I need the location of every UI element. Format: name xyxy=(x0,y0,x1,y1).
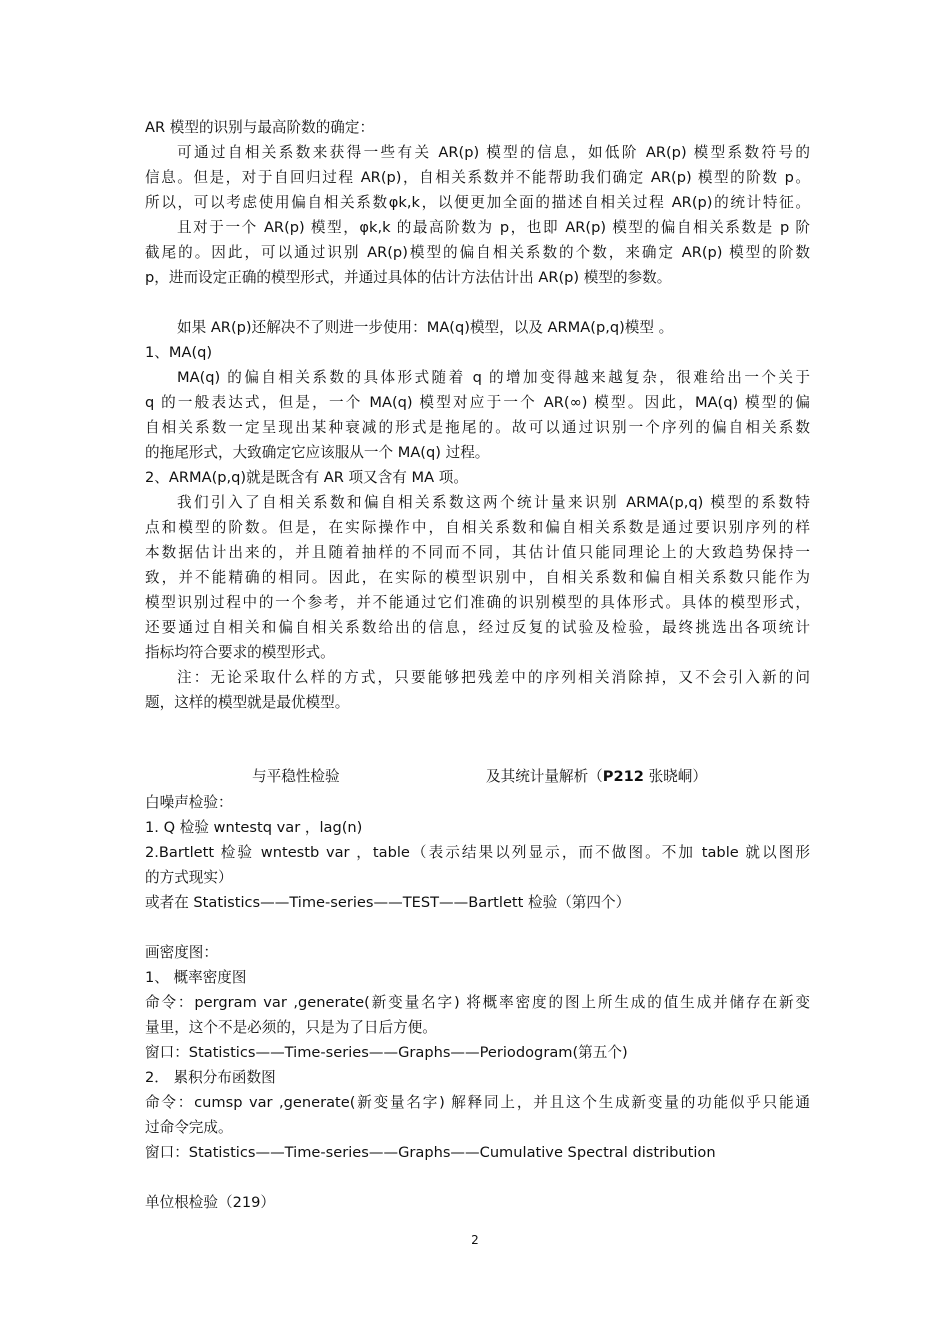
arma-para-line3: 本数据估计出来的，并且随着抽样的不同而不同，其估计值只能同理论上的大致趋势保持一 xyxy=(145,544,810,561)
q-test-item: 1. Q 检验 wntestq var ，lag(n) xyxy=(145,819,363,836)
periodogram-window-path: 窗口：Statistics——Time-series——Graphs——Periodogram(第五个) xyxy=(145,1044,628,1061)
pergram-command-line2: 量里，这个不是必须的，只是为了日后方便。 xyxy=(145,1019,437,1036)
arma-para-line5: 模型识别过程中的一个参考，并不能通过它们准确的识别模型的具体形式。具体的模型形式， xyxy=(145,594,810,611)
arma-para-line4: 致，并不能精确的相同。因此，在实际的模型识别中，自相关系数和偏自相关系数只能作为 xyxy=(145,569,810,586)
ma-para-line3: 自相关系数一定呈现出某种衰减的形式是拖尾的。故可以通过识别一个序列的偏自相关系数 xyxy=(145,419,810,436)
ma-para-line4: 的拖尾形式，大致确定它应该服从一个 MA(q) 过程。 xyxy=(145,444,490,461)
page-number: 2 xyxy=(471,1233,479,1247)
note-line1: 注：无论采取什么样的方式，只要能够把残差中的序列相关消除掉，又不会引入新的问 xyxy=(177,669,810,686)
pergram-command-line1: 命令：pergram var ,generate(新变量名字) 将概率密度的图上所生成的值生成并储存在新变 xyxy=(145,994,810,1011)
unitroot-heading: 单位根检验（219） xyxy=(145,1194,276,1211)
ar-heading: AR 模型的识别与最高阶数的确定： xyxy=(145,119,375,136)
arma-para-line2: 点和模型的阶数。但是，在实际操作中，自相关系数和偏自相关系数是通过要识别序列的样 xyxy=(145,519,810,536)
ar-para3: 如果 AR(p)还解决不了则进一步使用：MA(q)模型，以及 ARMA(p,q)模型 。 xyxy=(177,319,674,336)
arma-heading: 2、ARMA(p,q)就是既含有 AR 项又含有 MA 项。 xyxy=(145,469,468,486)
section-title-page-ref: P212 xyxy=(602,768,644,785)
note-line2: 题，这样的模型就是最优模型。 xyxy=(145,694,350,711)
ma-heading: 1、MA(q) xyxy=(145,344,213,361)
cumsp-command-line2: 过命令完成。 xyxy=(145,1119,233,1136)
periodogram-title: 1、 概率密度图 xyxy=(145,969,247,986)
section-title-prefix: 及其统计量解析（ xyxy=(486,768,603,785)
density-heading: 画密度图： xyxy=(145,944,218,961)
ar-para2-line3: p，进而设定正确的模型形式，并通过具体的估计方法估计出 AR(p) 模型的参数。 xyxy=(145,269,672,286)
cumsp-window-path: 窗口：Statistics——Time-series——Graphs——Cumulative Spectral distribution xyxy=(145,1144,716,1161)
ma-para-line2: q 的一般表达式，但是，一个 MA(q) 模型对应于一个 AR(∞) 模型。因此，MA(q) 模型的偏 xyxy=(145,394,810,411)
cumsp-title: 2． 累积分布函数图 xyxy=(145,1069,276,1086)
ar-para1-line2: 信息。但是，对于自回归过程 AR(p)，自相关系数并不能帮助我们确定 AR(p) 模型的阶数 p。 xyxy=(145,169,810,186)
ar-para1-line1: 可通过自相关系数来获得一些有关 AR(p) 模型的信息，如低阶 AR(p) 模型系数符号的 xyxy=(177,144,810,161)
arma-para-line1: 我们引入了自相关系数和偏自相关系数这两个统计量来识别 ARMA(p,q) 模型的系数特 xyxy=(177,494,810,511)
ar-para2-line2: 截尾的。因此，可以通过识别 AR(p)模型的偏自相关系数的个数，来确定 AR(p) 模型的阶数 xyxy=(145,244,810,261)
section-title-left: 与平稳性检验 xyxy=(252,768,340,785)
section-title-right xyxy=(486,767,707,787)
whitenoise-heading: 白噪声检验： xyxy=(145,794,233,811)
ar-para2-line1: 且对于一个 AR(p) 模型，φk,k 的最高阶数为 p，也即 AR(p) 模型的偏自相关系数是 p 阶 xyxy=(177,219,810,236)
section-title-suffix: 张晓峒） xyxy=(643,768,707,785)
arma-para-line7: 指标均符合要求的模型形式。 xyxy=(145,644,335,661)
ma-para-line1: MA(q) 的偏自相关系数的具体形式随着 q 的增加变得越来越复杂，很难给出一个关于 xyxy=(177,369,810,386)
ar-para1-line3: 所以，可以考虑使用偏自相关系数φk,k，以便更加全面的描述自相关过程 AR(p)的统计特征。 xyxy=(145,194,810,211)
bartlett-test-line1: 2.Bartlett 检验 wntestb var ，table（表示结果以列显示，而不做图。不加 table 就以图形 xyxy=(145,844,810,861)
arma-para-line6: 还要通过自相关和偏自相关系数给出的信息，经过反复的试验及检验，最终挑选出各项统计 xyxy=(145,619,810,636)
bartlett-menu-path: 或者在 Statistics——Time-series——TEST——Bartlett 检验（第四个） xyxy=(145,894,631,911)
cumsp-command-line1: 命令：cumsp var ,generate(新变量名字) 解释同上，并且这个生成新变量的功能似乎只能通 xyxy=(145,1094,810,1111)
bartlett-test-line2: 的方式现实） xyxy=(145,869,233,886)
